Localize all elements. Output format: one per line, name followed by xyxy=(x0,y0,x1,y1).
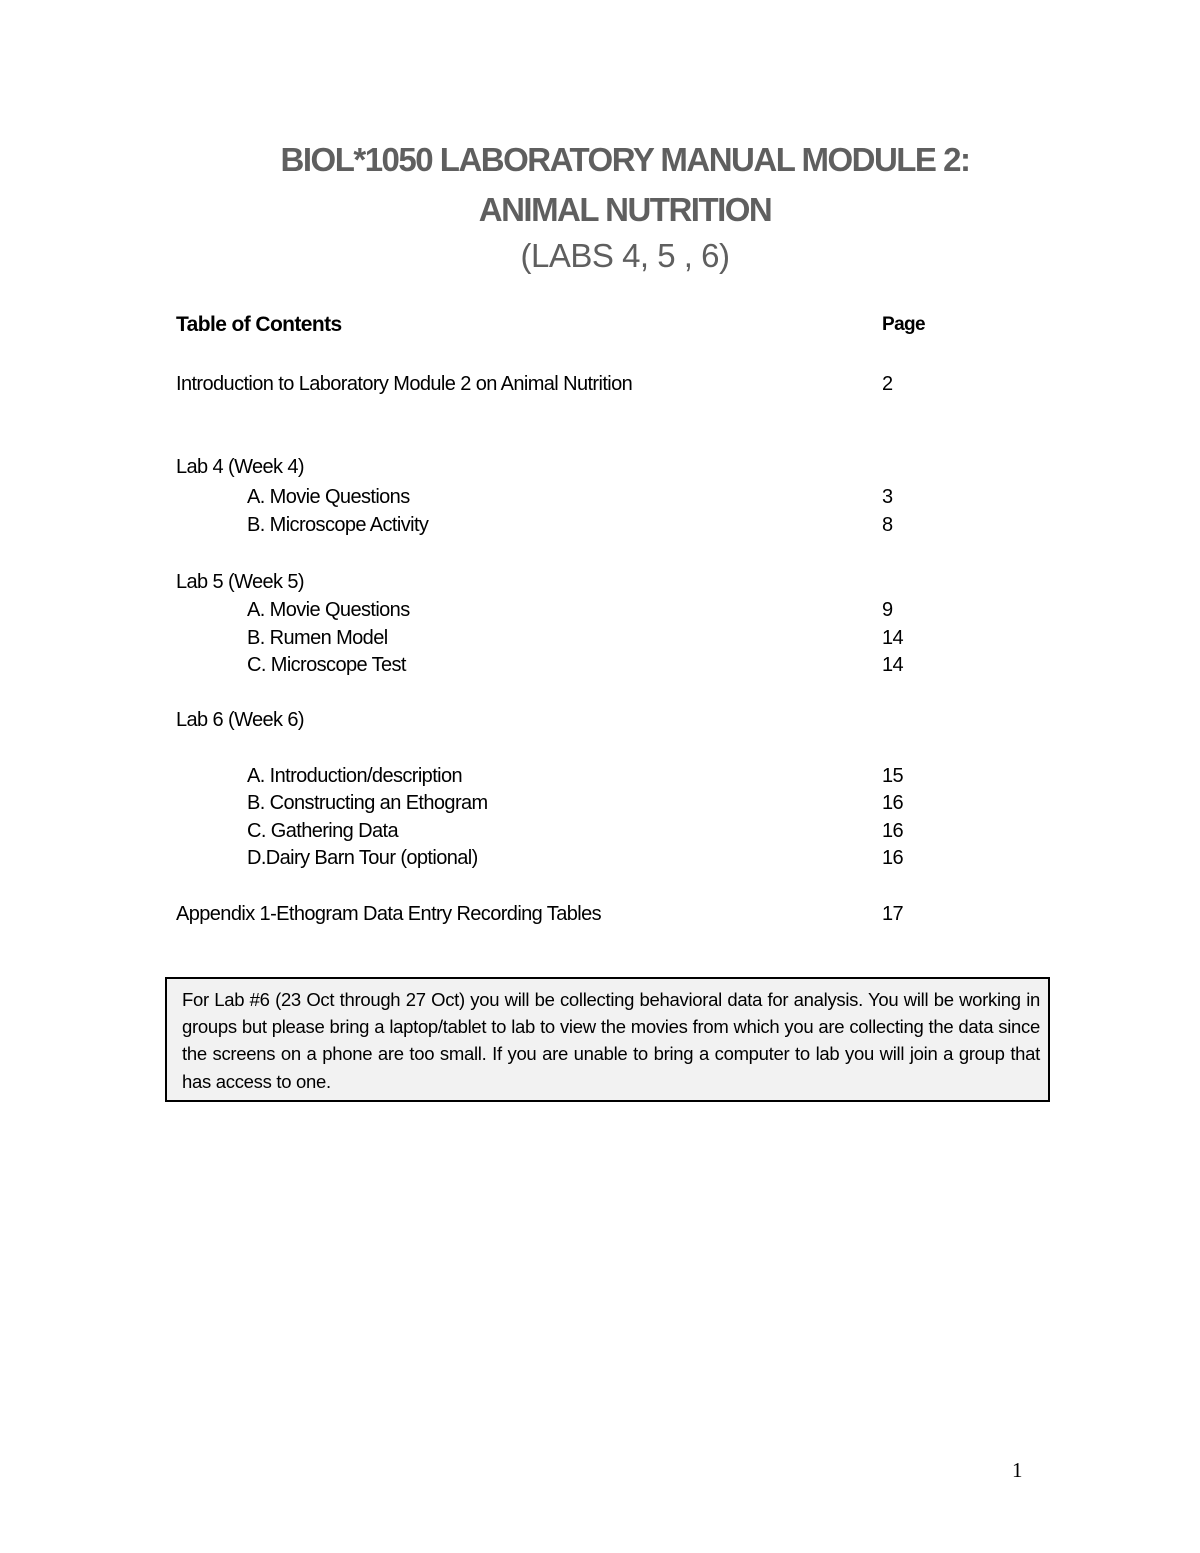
toc-entry-label: D.Dairy Barn Tour (optional) xyxy=(247,847,478,869)
toc-section-label: Lab 4 (Week 4) xyxy=(176,456,304,478)
toc-section-lab6 xyxy=(176,706,936,734)
toc-section-lab5 xyxy=(176,568,936,596)
toc-entry-page: 3 xyxy=(882,486,893,508)
toc-entry-page: 2 xyxy=(882,373,893,395)
lab6-notice-text: For Lab #6 (23 Oct through 27 Oct) you will be collecting behavioral data for analysis. You will be working in groups but please bring a laptop/tablet to lab to view the movies from which you are collecting the data since the screens on a phone are too small. If you are unable to bring a computer to lab you will join a group that has access to one. xyxy=(182,989,1040,1092)
toc-entry xyxy=(247,762,936,790)
labs-range: (LABS 4, 5 , 6) xyxy=(520,237,730,274)
toc-entry-page: 17 xyxy=(882,903,904,925)
document-title: BIOL*1050 LABORATORY MANUAL MODULE 2: xyxy=(280,141,970,178)
toc-entry-label: A. Movie Questions xyxy=(247,486,410,508)
toc-entry xyxy=(247,624,936,652)
toc-entry-appendix xyxy=(176,900,936,928)
toc-entry-page: 16 xyxy=(882,792,904,814)
page-number: 1 xyxy=(1012,1458,1023,1482)
toc-page-heading: Page xyxy=(882,314,926,335)
toc-entry-label: B. Rumen Model xyxy=(247,627,388,649)
toc-entry xyxy=(247,844,936,872)
toc-section-label: Lab 6 (Week 6) xyxy=(176,709,304,731)
toc-entry-label: A. Movie Questions xyxy=(247,599,410,621)
toc-entry-page: 16 xyxy=(882,820,904,842)
toc-entry xyxy=(247,789,936,817)
toc-entry xyxy=(247,596,936,624)
toc-entry-introduction xyxy=(176,370,936,398)
toc-entry xyxy=(247,817,936,845)
toc-entry-label: C. Gathering Data xyxy=(247,820,398,842)
toc-section-lab4 xyxy=(176,453,936,481)
toc-entry xyxy=(247,511,936,539)
toc-entry-label: B. Microscope Activity xyxy=(247,514,429,536)
toc-entry-page: 8 xyxy=(882,514,893,536)
toc-entry-page: 14 xyxy=(882,627,904,649)
toc-entry xyxy=(247,483,936,511)
toc-heading: Table of Contents xyxy=(176,313,342,336)
toc-entry-label: Appendix 1-Ethogram Data Entry Recording Tables xyxy=(176,903,602,925)
toc-entry-label: B. Constructing an Ethogram xyxy=(247,792,488,814)
lab6-notice-box xyxy=(165,977,1050,1102)
toc-entry-page: 9 xyxy=(882,599,893,621)
toc-entry xyxy=(247,651,936,679)
toc-header xyxy=(176,311,936,339)
toc-entry-page: 16 xyxy=(882,847,904,869)
toc-entry-page: 15 xyxy=(882,765,904,787)
toc-entry-label: A. Introduction/description xyxy=(247,765,463,787)
document-subtitle: ANIMAL NUTRITION xyxy=(478,191,772,228)
toc-entry-label: C. Microscope Test xyxy=(247,654,406,676)
toc-entry-page: 14 xyxy=(882,654,904,676)
toc-entry-label: Introduction to Laboratory Module 2 on Animal Nutrition xyxy=(176,373,633,395)
toc-section-label: Lab 5 (Week 5) xyxy=(176,571,304,593)
